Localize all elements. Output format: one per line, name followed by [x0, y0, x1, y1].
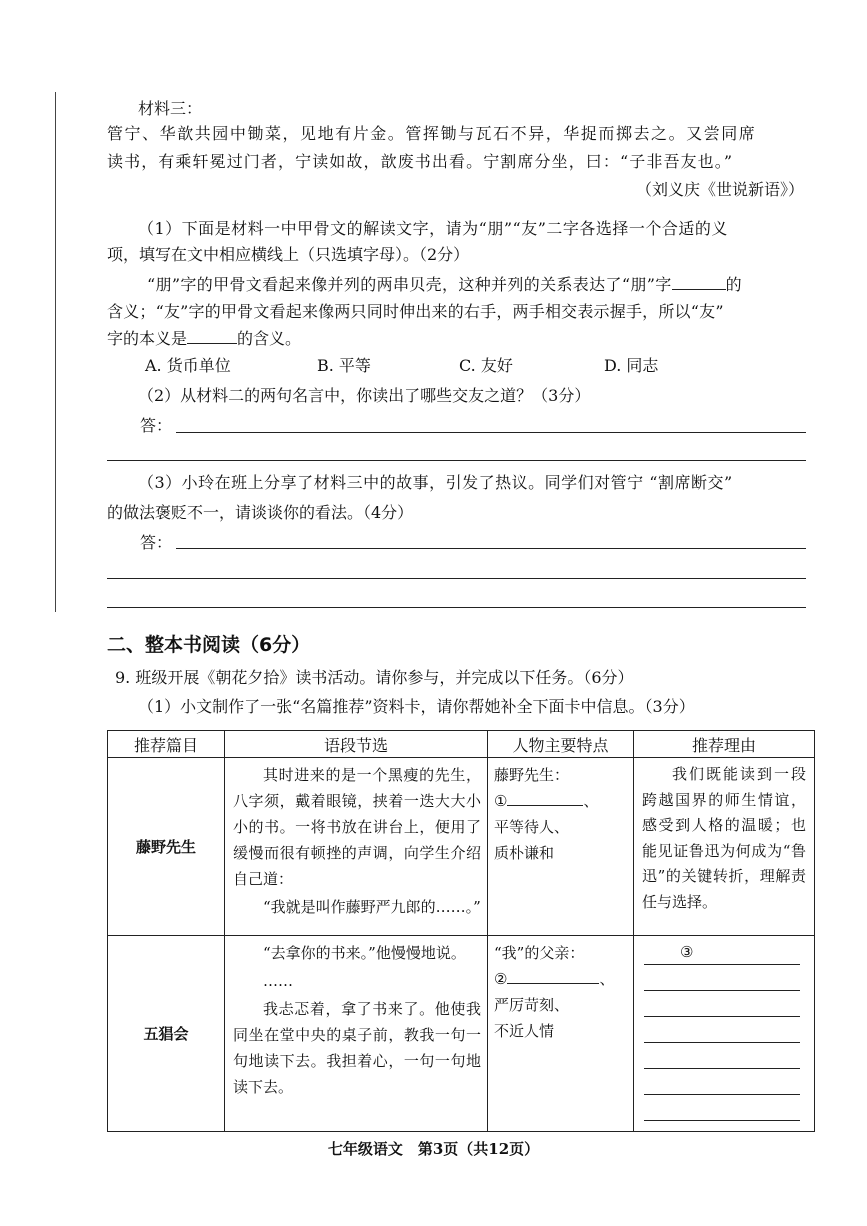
- row1-title: 藤野先生: [108, 758, 225, 936]
- q1-text-line2: 含义；“友”字的甲骨文看起来像两只同时伸出来的右手，两手相交表示握手，所以“友”: [107, 302, 724, 321]
- row2-reason-mark: ③: [680, 943, 694, 961]
- row2-reason-line-2[interactable]: [644, 965, 800, 991]
- q1-option-b: B. 平等: [317, 356, 371, 375]
- material3-line2: 读书，有乘轩冕过门者，宁读如故，歆废书出看。宁割席分坐，曰：“子非吾友也。”: [107, 152, 734, 171]
- q2-answer-line-2[interactable]: [107, 460, 806, 461]
- row2-char-mark: ②: [494, 970, 508, 988]
- page-footer: 七年级语文 第3页（共12页）: [327, 1140, 540, 1158]
- header-reason: 推荐理由: [634, 731, 815, 758]
- q3-answer-label: 答：: [140, 533, 173, 552]
- row1-excerpt-p2: “我就是叫作藤野严九郎的……。”: [263, 898, 481, 916]
- q9-sub1-prompt: （1）小文制作了一张“名篇推荐”资料卡，请你帮她补全下面卡中信息。（3分）: [138, 697, 695, 716]
- row1-char-line3: 质朴谦和: [494, 844, 555, 862]
- row2-reason-line-6[interactable]: [644, 1069, 800, 1095]
- q2-prompt: （2）从材料二的两句名言中，你读出了哪些交友之道？（3分）: [138, 386, 591, 405]
- row2-blank-2[interactable]: [507, 983, 599, 984]
- row2-char-line3: 不近人情: [494, 1022, 555, 1040]
- material3-line1: 管宁、华歆共园中锄菜，见地有片金。管挥锄与瓦石不异，华捉而掷去之。又尝同席: [107, 124, 757, 143]
- row1-reason: [634, 758, 815, 936]
- q3-answer-line-3[interactable]: [107, 607, 806, 608]
- row2-excerpt-p1: “去拿你的书来。”他慢慢地说。: [263, 944, 466, 962]
- material3-source: （刘义庆《世说新语》）: [635, 180, 804, 199]
- row1-excerpt-p1: 其时进来的是一个黑瘦的先生，八字须，戴着眼镜，挟着一迭大大小小的书。一将书放在讲台上，便用了缓慢而很有顿挫的声调，向学生介绍自己道：: [233, 766, 481, 888]
- q1-option-a: A. 货币单位: [145, 356, 231, 375]
- header-title: 推荐篇目: [108, 731, 225, 758]
- row2-reason: [634, 936, 815, 1132]
- material3-heading: 材料三：: [138, 99, 203, 118]
- row1-char-line2: 平等待人、: [494, 818, 570, 836]
- row1-excerpt: [225, 758, 488, 936]
- row2-reason-line-1[interactable]: [644, 940, 800, 965]
- q1-prompt-line1: （1）下面是材料一中甲骨文的解读文字，请为“朋”“友”二字各选择一个合适的义: [138, 219, 728, 238]
- q1-option-d: D. 同志: [604, 356, 659, 375]
- card-row-tengye: [108, 758, 815, 936]
- row2-characteristics: [488, 936, 634, 1132]
- row2-char-label: “我”的父亲：: [494, 944, 585, 962]
- header-characteristics: 人物主要特点: [488, 731, 634, 758]
- q1-blank-you[interactable]: [187, 343, 237, 344]
- row2-reason-line-7[interactable]: [644, 1095, 800, 1121]
- section2-title: 二、整本书阅读（6分）: [107, 634, 311, 656]
- row2-excerpt-p2: ……: [263, 972, 293, 990]
- recommendation-card: [107, 730, 815, 1132]
- row2-excerpt-p3: 我忐忑着，拿了书来了。他使我同坐在堂中央的桌子前，教我一句一句地读下去。我担着心，一句一句地读下去。: [233, 1000, 481, 1096]
- card-header-row: [108, 731, 815, 758]
- row2-reason-line-3[interactable]: [644, 991, 800, 1017]
- q1-text-line1: [147, 272, 742, 295]
- q3-prompt-line1: （3）小玲在班上分享了材料三中的故事，引发了热议。同学们对管宁 “割席断交”: [138, 473, 733, 492]
- q1-text-a2: 的: [725, 275, 742, 294]
- page-margin-line: [55, 92, 56, 612]
- row1-char-blank-line: [494, 788, 627, 814]
- q2-answer-line-1[interactable]: [176, 432, 806, 433]
- q1-option-c: C. 友好: [459, 356, 513, 375]
- q1-text-line3: [107, 326, 301, 349]
- row1-char-mark: ①: [494, 792, 508, 810]
- row2-char-sep: 、: [599, 970, 615, 988]
- q3-prompt-line2: 的做法褒贬不一，请谈谈你的看法。（4分）: [107, 503, 414, 522]
- header-excerpt: 语段节选: [225, 731, 488, 758]
- q3-answer-line-1[interactable]: [176, 548, 806, 549]
- q9-prompt: 9. 班级开展《朝花夕拾》读书活动。请你参与，并完成以下任务。（6分）: [115, 668, 634, 687]
- q2-answer-label: 答：: [140, 416, 173, 435]
- row1-char-label: 藤野先生：: [494, 766, 570, 784]
- row1-blank-1[interactable]: [507, 805, 583, 806]
- q1-text-a1: “朋”字的甲骨文看起来像并列的两串贝壳，这种并列的关系表达了“朋”字: [147, 275, 672, 294]
- row2-excerpt: [225, 936, 488, 1132]
- row1-reason-text: 我们既能读到一段跨越国界的师生情谊，感受到人格的温暖；也能见证鲁迅为何成为“鲁迅”的关键转折，理解责任与选择。: [642, 765, 806, 911]
- row1-char-sep: 、: [583, 792, 599, 810]
- card-row-wuchanghui: [108, 936, 815, 1132]
- row2-char-blank-line: [494, 966, 627, 992]
- q1-prompt-line2: 项，填写在文中相应横线上（只选填字母）。（2分）: [107, 245, 470, 264]
- q1-text-c2: 的含义。: [237, 329, 302, 348]
- q1-text-c1: 字的本义是: [107, 329, 188, 348]
- row2-char-line2: 严厉苛刻、: [494, 996, 570, 1014]
- q3-answer-line-2[interactable]: [107, 578, 806, 579]
- q1-blank-peng[interactable]: [672, 289, 726, 290]
- row1-characteristics: [488, 758, 634, 936]
- row2-title: 五猖会: [108, 936, 225, 1132]
- row2-reason-line-5[interactable]: [644, 1043, 800, 1069]
- row2-reason-line-4[interactable]: [644, 1017, 800, 1043]
